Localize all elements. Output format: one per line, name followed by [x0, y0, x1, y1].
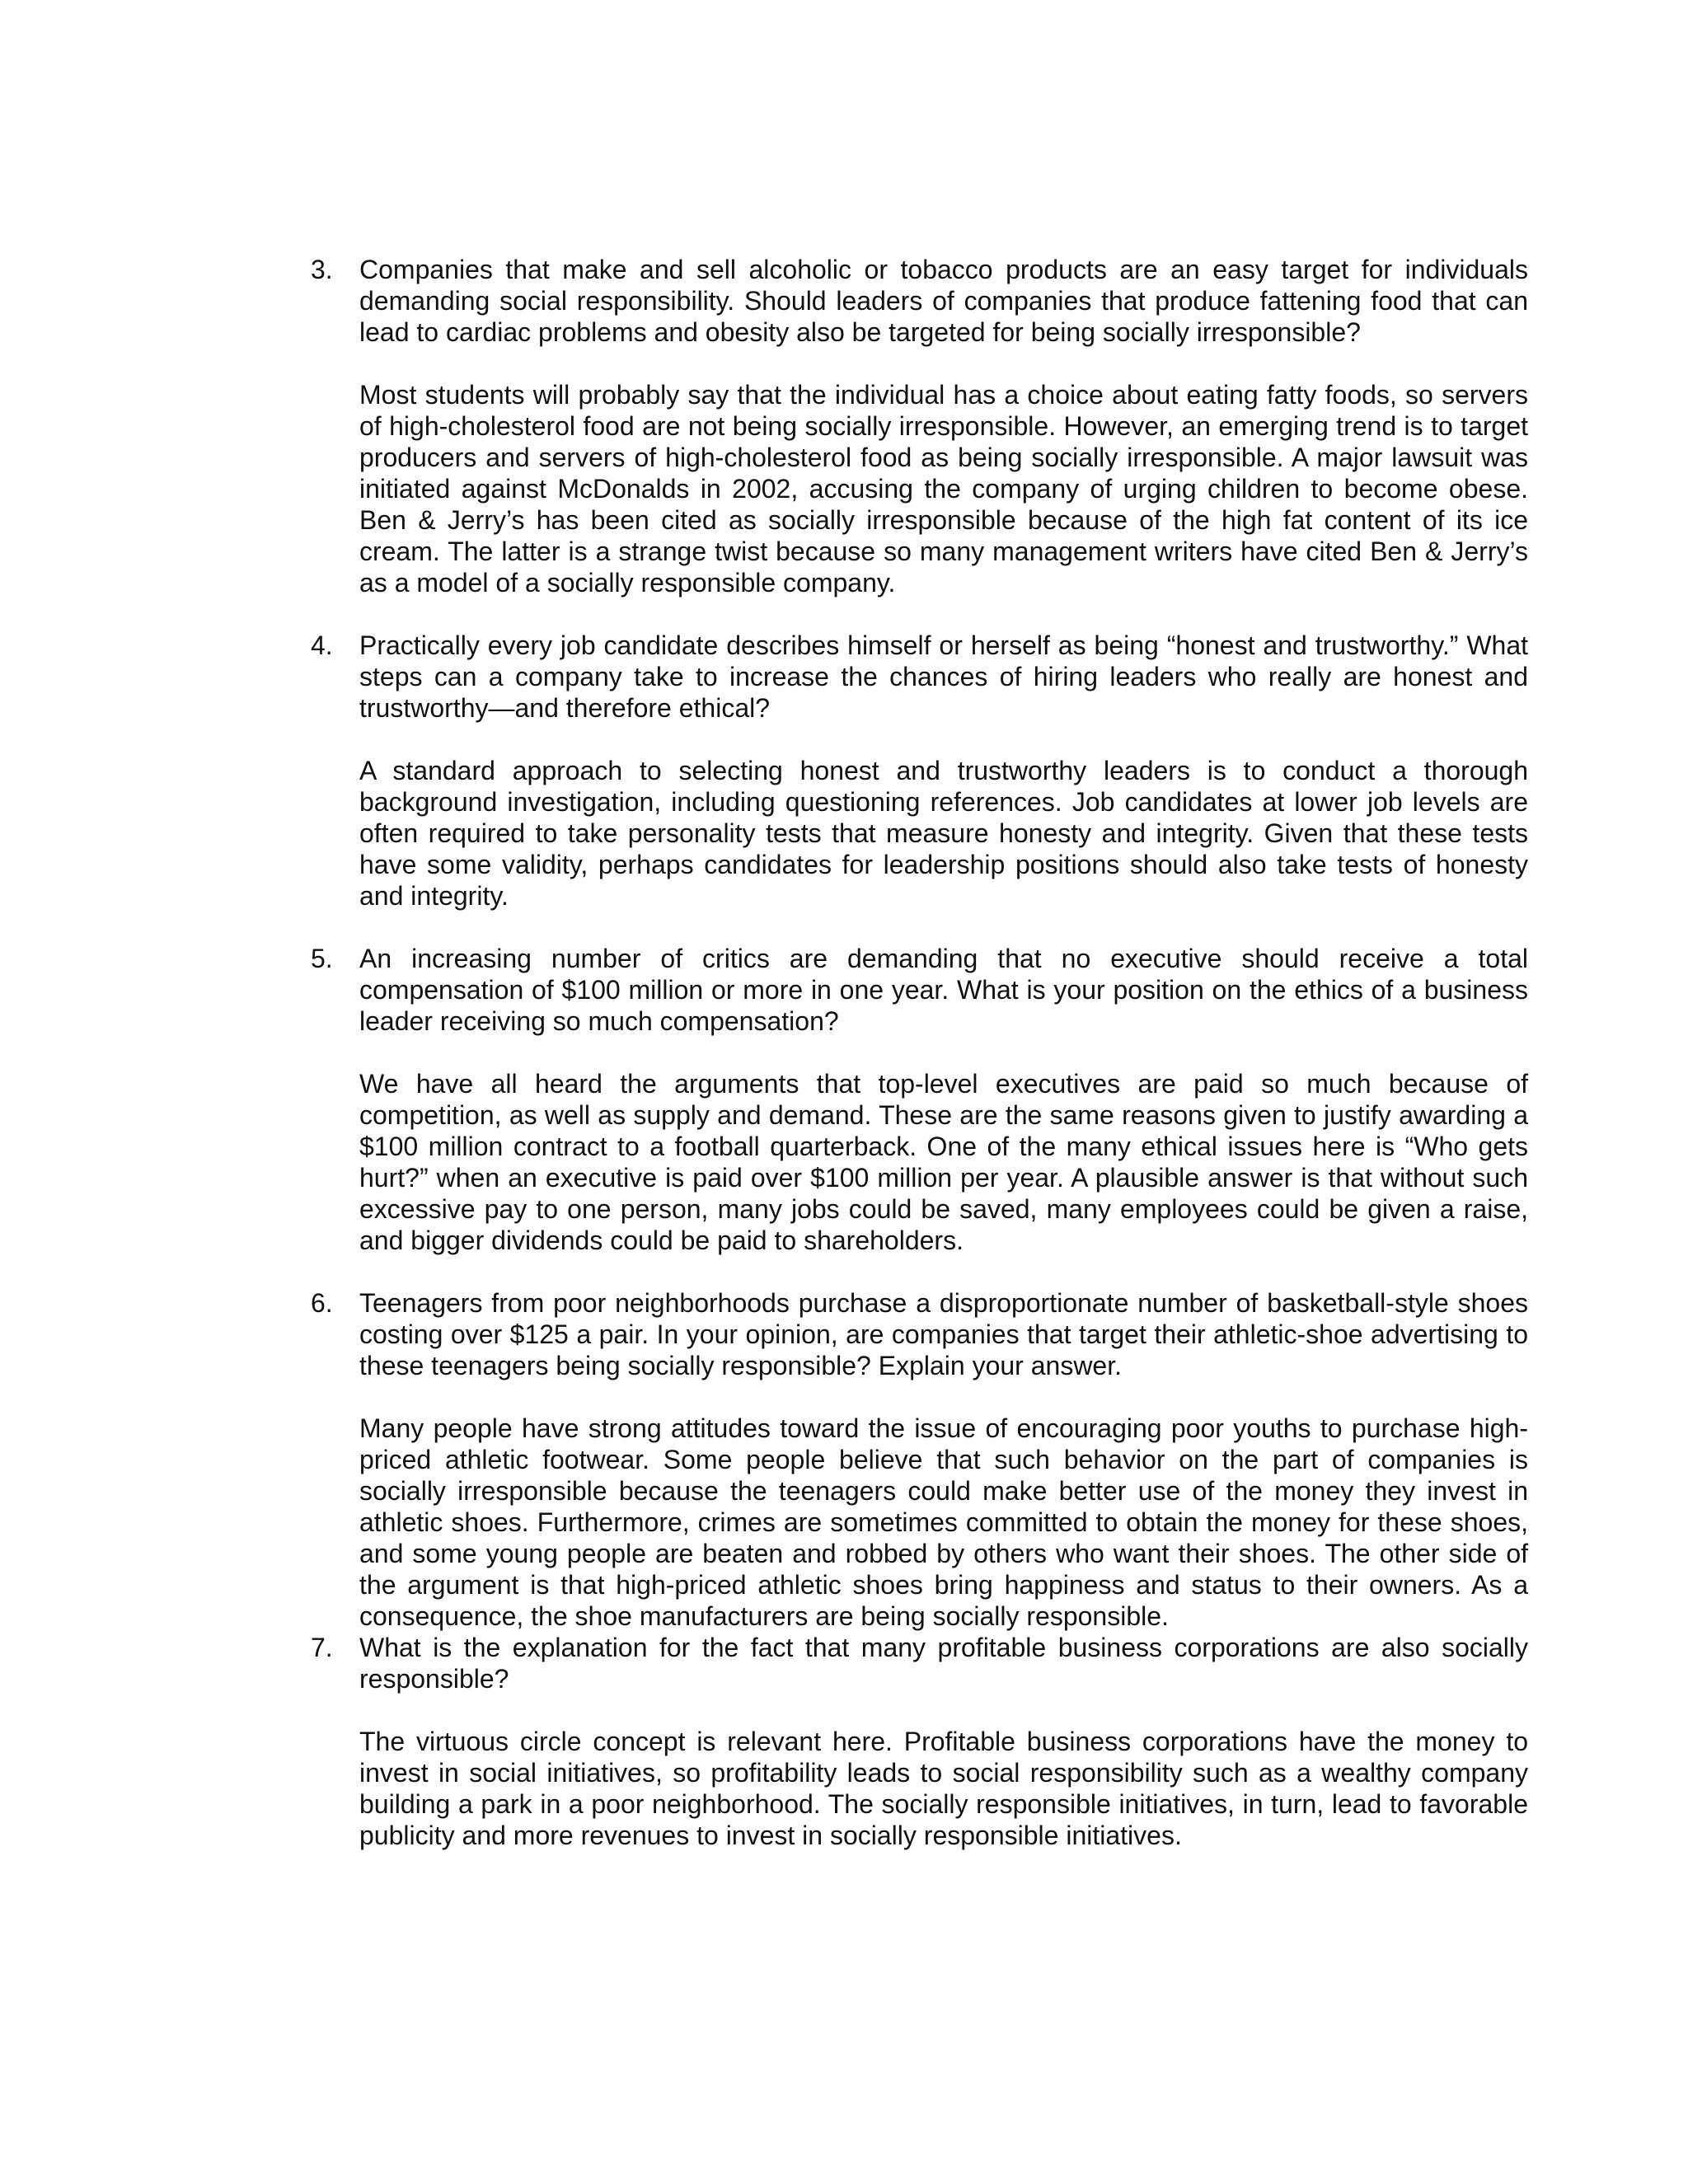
item-question: Teenagers from poor neighborhoods purchase a disproportionate number of basketball-style shoes costing over $125 a pair. In your opinion, are companies that target their athletic-shoe advertising to these teenagers being socially responsible? Explain your answer. [359, 1288, 1528, 1380]
list-item-6 [0, 1287, 1688, 1632]
item-answer: We have all heard the arguments that top-level executives are paid so much because of competition, as well as supply and demand. These are the same reasons given to justify awarding a $100 million contract to a football quarterback. One of the many ethical issues here is “Who gets hurt?” when an executive is paid over $100 million per year. A plausible answer is that without such excessive pay to one person, many jobs could be saved, many employees could be given a raise, and bigger dividends could be paid to shareholders. [359, 1069, 1528, 1255]
item-answer: Many people have strong attitudes toward the issue of encouraging poor youths to purchase high-priced athletic footwear. Some people believe that such behavior on the part of companies is socially irresponsible because the teenagers could make better use of the money they invest in athletic shoes. Furthermore, crimes are sometimes committed to obtain the money for these shoes, and some young people are beaten and robbed by others who want their shoes. The other side of the argument is that high-priced athletic shoes bring happiness and status to their owners. As a consequence, the shoe manufacturers are being socially responsible. [359, 1413, 1528, 1631]
item-number: 7. [311, 1633, 333, 1662]
item-answer: A standard approach to selecting honest and trustworthy leaders is to conduct a thorough background investigation, including questioning references. Job candidates at lower job levels are often required to take personality tests that measure honesty and integrity. Given that these tests have some validity, perhaps candidates for leadership positions should also take tests of honesty and integrity. [359, 756, 1528, 911]
item-number: 5. [311, 944, 333, 973]
list-item-3 [0, 254, 1688, 630]
item-answer: Most students will probably say that the individual has a choice about eating fatty foods, so servers of high-cholesterol food are not being socially irresponsible. However, an emerging trend is to target producers and servers of high-cholesterol food as being socially irresponsible. A major lawsuit was initiated against McDonalds in 2002, accusing the company of urging children to become obese. Ben & Jerry’s has been cited as socially irresponsible because of the high fat content of its ice cream. The latter is a strange twist because so many management writers have cited Ben & Jerry’s as a model of a socially responsible company. [359, 380, 1528, 598]
item-question: Companies that make and sell alcoholic or tobacco products are an easy target for individuals demanding social responsibility. Should leaders of companies that produce fattening food that can lead to cardiac problems and obesity also be targeted for being socially irresponsible? [359, 255, 1528, 347]
item-question: What is the explanation for the fact that many profitable business corporations are also socially responsible? [359, 1633, 1528, 1694]
item-answer: The virtuous circle concept is relevant here. Profitable business corporations have the money to invest in social initiatives, so profitability leads to social responsibility such as a wealthy company building a park in a poor neighborhood. The socially responsible initiatives, in turn, lead to favorable publicity and more revenues to invest in socially responsible initiatives. [359, 1727, 1528, 1850]
question-list [0, 254, 1688, 1851]
list-item-7 [0, 1632, 1688, 1851]
item-number: 4. [311, 630, 333, 660]
item-question: An increasing number of critics are demanding that no executive should receive a total compensation of $100 million or more in one year. What is your position on the ethics of a business leader receiving so much compensation? [359, 944, 1528, 1036]
list-item-4 [0, 630, 1688, 943]
item-number: 6. [311, 1288, 333, 1318]
item-question: Practically every job candidate describes himself or herself as being “honest and trustworthy.” What steps can a company take to increase the chances of hiring leaders who really are honest and trustworthy—and therefore ethical? [359, 630, 1528, 723]
list-item-5 [0, 943, 1688, 1287]
item-number: 3. [311, 255, 333, 284]
